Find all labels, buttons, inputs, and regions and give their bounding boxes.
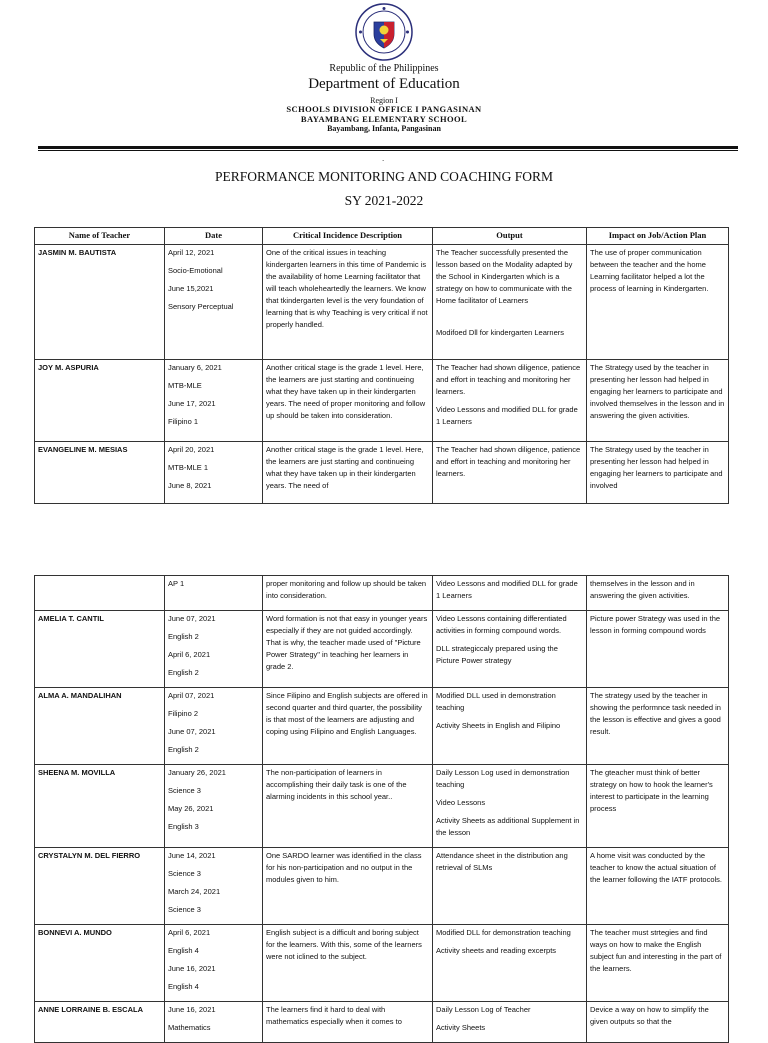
school-address: Bayambang, Infanta, Pangasinan <box>327 124 441 133</box>
date-entry: English 4 <box>168 982 199 991</box>
teacher-name: EVANGELINE M. MESIAS <box>35 442 165 504</box>
table-row <box>35 765 729 848</box>
output-entry: Video Lessons and modified DLL for grade 1 Learners <box>436 579 578 600</box>
incident-description: One of the critical issues in teaching kindergarten learners in this time of Pandemic is the availability of home Learning facilitator that will teach wholeheartedly the learners. We know that tkindergarten level is the very foundation of learning that is why Teaching is very critical if not properly handled. <box>263 245 433 360</box>
output-entry: Modified DLL used in demonstration teaching <box>436 691 556 712</box>
impact-action-plan: A home visit was conducted by the teacher to know the actual situation of the learner following the IATF protocols. <box>587 848 729 925</box>
date-entry: January 6, 2021 <box>168 363 222 372</box>
date-entry: Science 3 <box>168 869 201 878</box>
date-entry: June 14, 2021 <box>168 851 216 860</box>
table-row <box>35 576 729 611</box>
col-header-impact: Impact on Job/Action Plan <box>587 228 729 245</box>
date-entry: May 26, 2021 <box>168 804 214 813</box>
date-cell <box>165 360 263 442</box>
date-entry: English 4 <box>168 946 199 955</box>
col-header-description: Critical Incidence Description <box>263 228 433 245</box>
col-header-date: Date <box>165 228 263 245</box>
output-cell <box>433 1002 587 1043</box>
date-entry: June 8, 2021 <box>168 481 212 490</box>
deped-seal-logo <box>355 3 413 61</box>
incident-description: proper monitoring and follow up should be taken into consideration. <box>263 576 433 611</box>
form-title: PERFORMANCE MONITORING AND COACHING FORM <box>214 169 554 184</box>
incident-description: The non-participation of learners in accomplishing their daily task is one of the alarming incidents in this school year.. <box>263 765 433 848</box>
date-cell <box>165 1002 263 1043</box>
impact-action-plan: The teacher must strtegies and find ways on how to make the English subject fun and interesting in the part of the learners. <box>587 925 729 1002</box>
date-cell <box>165 925 263 1002</box>
output-entry: Activity sheets and reading excerpts <box>436 946 557 955</box>
teacher-name: JASMIN M. BAUTISTA <box>35 245 165 360</box>
output-entry: The Teacher successfully presented the lesson based on the Modality adapted by the School in Kindergarten which is a strategy on how to communicate with the Home facilitator of Learners <box>436 248 573 305</box>
date-cell <box>165 848 263 925</box>
header-dot: . <box>382 154 385 163</box>
region-line: Region I <box>370 96 398 105</box>
date-cell <box>165 576 263 611</box>
date-cell <box>165 765 263 848</box>
impact-action-plan: The Strategy used by the teacher in presenting her lesson had helped in engaging her learners to participate and involved themselves in the lesson and in answering the given activities. <box>587 360 729 442</box>
table-row <box>35 925 729 1002</box>
department-name: Department of Education <box>308 76 460 92</box>
output-cell <box>433 688 587 765</box>
teacher-name: AMELIA T. CANTIL <box>35 611 165 688</box>
date-entry: MTB-MLE <box>168 381 202 390</box>
output-entry: Video Lessons and modified DLL for grade 1 Learners <box>436 405 578 426</box>
impact-action-plan: themselves in the lesson and in answering the given activities. <box>587 576 729 611</box>
impact-action-plan: Device a way on how to simplify the given outputs so that the <box>587 1002 729 1043</box>
impact-action-plan: The Strategy used by the teacher in presenting her lesson had helped in engaging her learners to participate and involved <box>587 442 729 504</box>
date-entry: Socio-Emotional <box>168 266 223 275</box>
coaching-table-page1 <box>34 227 729 504</box>
output-cell <box>433 848 587 925</box>
teacher-name: SHEENA M. MOVILLA <box>35 765 165 848</box>
date-entry: June 07, 2021 <box>168 727 216 736</box>
date-entry: April 6, 2021 <box>168 928 211 937</box>
output-entry: The Teacher had shown diligence, patience and effort in teaching and monitoring her learners. <box>436 445 581 478</box>
date-entry: March 24, 2021 <box>168 887 221 896</box>
date-cell <box>165 245 263 360</box>
date-entry: English 2 <box>168 668 199 677</box>
teacher-name: BONNEVI A. MUNDO <box>35 925 165 1002</box>
output-cell <box>433 360 587 442</box>
date-entry: English 3 <box>168 822 199 831</box>
output-entry: Video Lessons <box>436 798 486 807</box>
output-entry: Activity Sheets in English and Filipino <box>436 721 561 730</box>
impact-action-plan: The strategy used by the teacher in showing the performnce task needed in the lesson is effective and gives a good result. <box>587 688 729 765</box>
impact-action-plan: The use of proper communication between the teacher and the home Learning facilitator helped a lot the process of learning in Kindergarten. <box>587 245 729 360</box>
incident-description: Another critical stage is the grade 1 level. Here, the learners are just starting and continueing what they have taken up in their kindergarten years. The need of <box>263 442 433 504</box>
republic-line: Republic of the Philippines <box>329 63 439 74</box>
table-row <box>35 1002 729 1043</box>
table-row <box>35 245 729 360</box>
date-entry: AP 1 <box>168 579 185 588</box>
incident-description: Since Filipino and English subjects are offered in second quarter and third quarter, the possibility is that most of the learners are adjusting and coping using Filipino and English Languages. <box>263 688 433 765</box>
school-name: BAYAMBANG ELEMENTARY SCHOOL <box>300 114 468 124</box>
output-cell <box>433 765 587 848</box>
output-entry: Video Lessons containing differentiated activities in forming compound words. <box>436 614 567 635</box>
date-entry: April 07, 2021 <box>168 691 215 700</box>
header-divider-thick <box>38 146 738 149</box>
date-entry: June 16, 2021 <box>168 964 216 973</box>
output-entry: Daily Lesson Log used in demonstration teaching <box>436 768 570 789</box>
table-row <box>35 442 729 504</box>
table-row <box>35 360 729 442</box>
date-cell <box>165 688 263 765</box>
incident-description: The learners find it hard to deal with mathematics especially when it comes to <box>263 1002 433 1043</box>
output-entry: The Teacher had shown diligence, patience and effort in teaching and monitoring her learners. <box>436 363 581 396</box>
teacher-name: ANNE LORRAINE B. ESCALA <box>35 1002 165 1043</box>
output-cell <box>433 442 587 504</box>
date-entry: Sensory Perceptual <box>168 302 234 311</box>
date-entry: Science 3 <box>168 905 201 914</box>
date-cell <box>165 611 263 688</box>
output-entry: DLL strategiccaly prepared using the Picture Power strategy <box>436 644 558 665</box>
school-year: SY 2021-2022 <box>344 193 424 208</box>
date-entry: Mathematics <box>168 1023 211 1032</box>
incident-description: Word formation is not that easy in younger years especially if they are not guided accordingly. That is why, the teacher made used of "Picture Power Strategy" in teaching her learners in grade 2. <box>263 611 433 688</box>
impact-action-plan: The gteacher must think of better strategy on how to hook the learner's interest to participate in the learning process <box>587 765 729 848</box>
table-row <box>35 848 729 925</box>
table-row <box>35 611 729 688</box>
impact-action-plan: Picture power Strategy was used in the lesson in forming compound words <box>587 611 729 688</box>
coaching-table-page2 <box>34 575 729 1043</box>
output-cell <box>433 576 587 611</box>
date-entry: MTB-MLE 1 <box>168 463 209 472</box>
output-entry: Activity Sheets <box>436 1023 486 1032</box>
date-entry: Filipino 2 <box>168 709 199 718</box>
table-header-row <box>35 228 729 245</box>
date-entry: Science 3 <box>168 786 201 795</box>
date-entry: English 2 <box>168 745 199 754</box>
date-entry: June 15,2021 <box>168 284 214 293</box>
output-cell <box>433 611 587 688</box>
output-entry: Attendance sheet in the distribution ang retrieval of SLMs <box>436 851 568 872</box>
date-entry: June 16, 2021 <box>168 1005 216 1014</box>
teacher-name: JOY M. ASPURIA <box>35 360 165 442</box>
col-header-name: Name of Teacher <box>35 228 165 245</box>
output-entry: Daily Lesson Log of Teacher <box>436 1005 531 1014</box>
table-row <box>35 688 729 765</box>
output-cell <box>433 925 587 1002</box>
date-entry: June 07, 2021 <box>168 614 216 623</box>
teacher-name <box>35 576 165 611</box>
date-entry: April 20, 2021 <box>168 445 215 454</box>
incident-description: One SARDO learner was identified in the class for his non-participation and no output in the modules given to him. <box>263 848 433 925</box>
division-line: SCHOOLS DIVISION OFFICE I PANGASINAN <box>286 104 482 114</box>
teacher-name: CRYSTALYN M. DEL FIERRO <box>35 848 165 925</box>
output-entry: Modified DLL for demonstration teaching <box>436 928 571 937</box>
col-header-output: Output <box>433 228 587 245</box>
teacher-name: ALMA A. MANDALIHAN <box>35 688 165 765</box>
incident-description: English subject is a difficult and boring subject for the learners. With this, some of the learners were not iclined to the subject. <box>263 925 433 1002</box>
date-entry: Filipino 1 <box>168 417 199 426</box>
date-cell <box>165 442 263 504</box>
date-entry: April 6, 2021 <box>168 650 211 659</box>
date-entry: January 26, 2021 <box>168 768 226 777</box>
date-entry: April 12, 2021 <box>168 248 215 257</box>
date-entry: June 17, 2021 <box>168 399 216 408</box>
incident-description: Another critical stage is the grade 1 level. Here, the learners are just starting and continueing what they have taken up in their kindergarten years. The need of proper monitoring and follow up should be taken into consideration. <box>263 360 433 442</box>
output-entry: Activity Sheets as additional Supplement in the lesson <box>436 816 580 837</box>
output-cell <box>433 245 587 360</box>
date-entry: English 2 <box>168 632 199 641</box>
header-divider-thin <box>38 150 738 151</box>
output-entry: Modifoed Dll for kindergarten Learners <box>436 328 564 337</box>
